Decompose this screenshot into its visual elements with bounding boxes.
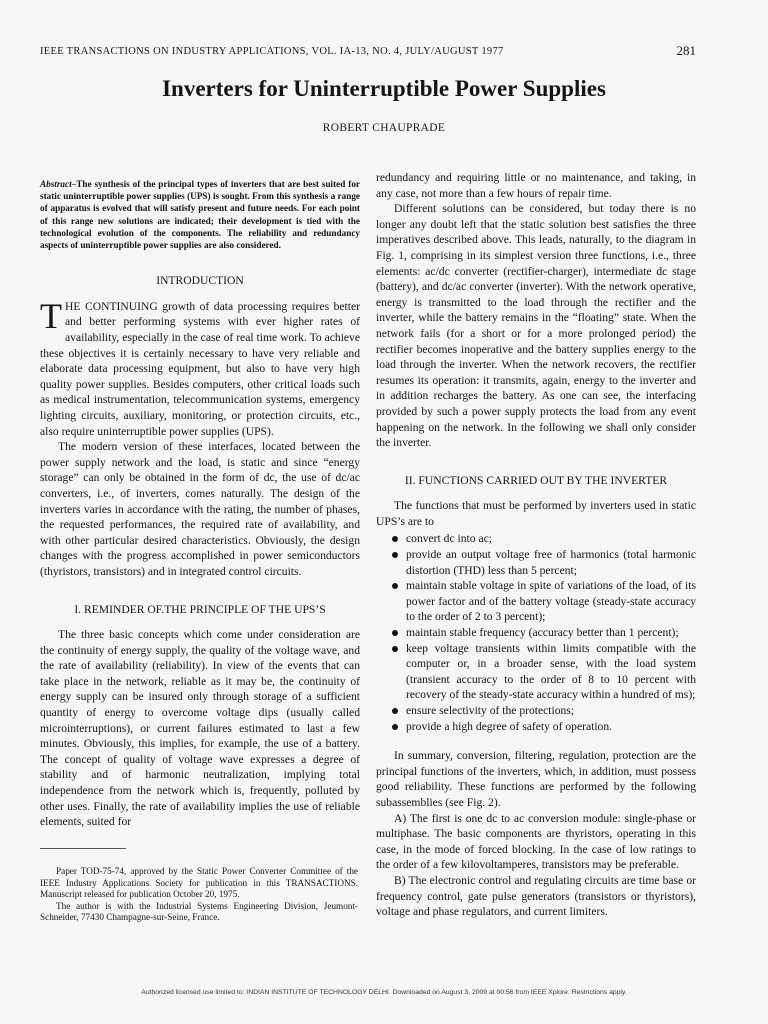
bullet-icon bbox=[392, 646, 398, 652]
section-2-summary-paragraph: In summary, conversion, filtering, regulation, protection are the principal functions of the inverters, which, in addition, must possess good reliability. These functions are performed by the following subassemblies (see Fig. 2). bbox=[376, 749, 696, 809]
list-item: convert dc into ac; bbox=[376, 531, 696, 547]
section-1-heading: I. REMINDER OF.THE PRINCIPLE OF THE UPS’S bbox=[74, 602, 326, 616]
abstract-text: The synthesis of the principal types of inverters that are best suited for static uninterruptible power supplies (UPS) is sought. From this synthesis a range of apparatus is evolved that will satisfy present and future needs. For each point of this range new solutions are indicated; their development is tied with the technological evolution of the components. The reliability and redundancy aspects of uninterruptible power supplies are also considered. bbox=[40, 179, 360, 251]
abstract-dash: – bbox=[71, 179, 77, 189]
list-item: provide an output voltage free of harmonics (total harmonic distortion (THD) less than 5 percent; bbox=[376, 547, 696, 578]
bullet-icon bbox=[392, 536, 398, 542]
right-column bbox=[376, 170, 696, 920]
page-number: 281 bbox=[676, 43, 696, 58]
function-list bbox=[376, 531, 696, 734]
introduction-heading: INTRODUCTION bbox=[156, 274, 244, 288]
section-2-heading: II. FUNCTIONS CARRIED OUT BY THE INVERTER bbox=[404, 473, 668, 487]
bullet-icon bbox=[392, 552, 398, 558]
bullet-icon bbox=[392, 724, 398, 730]
bullet-icon bbox=[392, 708, 398, 714]
license-notice: Authorized licensed use limited to: INDIAN INSTITUTE OF TECHNOLOGY DELHI. Downloaded on August 3, 2009 at 00:56 from IEEE Xplore. Restrictions apply. bbox=[141, 989, 627, 996]
running-header: IEEE TRANSACTIONS ON INDUSTRY APPLICATIONS, VOL. IA-13, NO. 4, JULY/AUGUST 1977 bbox=[40, 46, 504, 57]
section-1-paragraph-2: Different solutions can be considered, but today there is no longer any doubt left that the static solution best satisfies the three imperatives described above. This leads, naturally, to the diagram in Fig. 1, comprising in its simplest version three functions, i.e., three elements: ac/dc converter (rectifier-charger), intermediate dc stage (battery), and dc/ac converter (inverter). With the network operative, energy is transmitted to the load through the rectifier and the inverter, while the battery remains in the “floating” state. When the network fails (for a short or for a more prolonged period) the rectifier becomes inoperative and the battery supplies energy to the load through the inverter. When the network recovers, the rectifier resumes its operation: it transmits, again, energy to the inverter and in addition recharges the battery. As one can see, the interfacing provided by such a power supply protects the load from any event happening on the network. In the following we shall only consider the inverter. bbox=[376, 202, 696, 450]
list-item: keep voltage transients within limits compatible with the computer or, in a broader sense, with the load system (transient accuracy to the order of 8 to 10 percent with recovery of the steady-state accuracy within a hundred of ms); bbox=[376, 641, 696, 703]
section-2-intro: The functions that must be performed by inverters used in static UPS’s are to bbox=[376, 499, 696, 528]
abstract-label: Abstract bbox=[40, 179, 72, 189]
footnote-paper-info: Paper TOD-75-74, approved by the Static Power Converter Committee of the IEEE Industry Applications Society for publication in this TRANSACTIONS. Manuscript released for publication October 20, 1975. bbox=[40, 866, 358, 900]
drop-cap: T bbox=[40, 295, 62, 336]
list-item: maintain stable voltage in spite of variations of the load, of its power factor and of the battery voltage (steady-state accuracy to the order of 2 to 3 percent); bbox=[376, 578, 696, 625]
introduction-paragraph-2: The modern version of these interfaces, located between the power supply network and the load, is static and since “energy storage” can only be obtained in the form of dc, the use of dc/ac converters, i.e., of inverters, comes naturally. The design of the inverters varies in accordance with the rating, the number of phases, the requested performances, the required rate of availability, and with other particular desired characteristics. Obviously, the design changes with the progress accomplished in power semiconductors (thyristors, transistors) and in integrated control circuits. bbox=[40, 440, 360, 578]
list-item: maintain stable frequency (accuracy better than 1 percent); bbox=[376, 625, 696, 641]
section-1-paragraph-1: The three basic concepts which come under consideration are the continuity of energy supply, the quality of the voltage wave, and the rate of availability (reliability). In view of the events that can take place in the network, reliable as it may be, the continuity of energy supply can be insured only through storage of a sufficient quantity of energy to overcome voltage dips (usually called microinterruptions), or current failures estimated to last a few minutes. Obviously, this implies, for example, the use of a battery. The concept of quality of voltage wave expresses a degree of stability and of harmonic neutralization, implying total independence from the network which is, frequently, polluted by other uses. Finally, the rate of availability implies the use of reliable elements, suited for bbox=[40, 628, 360, 829]
list-item: provide a high degree of safety of operation. bbox=[376, 719, 696, 735]
author-name: ROBERT CHAUPRADE bbox=[322, 122, 446, 134]
section-1-paragraph-1-continued: redundancy and requiring little or no maintenance, and taking, in any case, not more than a few hours of repair time. bbox=[376, 171, 696, 200]
section-2-paragraph-a: A) The first is one dc to ac conversion module: single-phase or multiphase. The basic components are thyristors, operating in this case, in the mode of forced blocking. In the case of low ratings to the order of a few kilovoltamperes, transistors may be preferable. bbox=[376, 811, 696, 872]
footnote-author-affiliation: The author is with the Industrial Systems Engineering Division, Jeumont-Schneider, 77430 Champagne-sur-Seine, France. bbox=[40, 900, 358, 923]
list-item: ensure selectivity of the protections; bbox=[376, 703, 696, 719]
introduction-paragraph-1-text: HE CONTINUING growth of data processing requires better and better performing systems with ever higher rates of availability, especially in the case of real time work. To achieve these objectives it is certainly necessary to have very reliable and elaborate data processing equipment, but also to have very high quality power supplies. Besides computers, other critical loads such as medical instrumentation, telecommunication systems, emergency lighting circuits, auxiliary, monitoring, or protection circuits, etc., also require uninterruptible power supplies (UPS). bbox=[40, 299, 360, 438]
footnote-divider bbox=[40, 848, 126, 849]
bullet-icon bbox=[392, 630, 398, 636]
footnote bbox=[40, 866, 358, 924]
abstract bbox=[40, 178, 360, 251]
introduction-paragraph-1 bbox=[40, 295, 360, 439]
section-2-paragraph-b: B) The electronic control and regulating circuits are time base or frequency control, gate pulse generators (transistors or thyristors), voltage and phase regulators, and current limiters. bbox=[376, 873, 696, 919]
paper-title: Inverters for Uninterruptible Power Supplies bbox=[162, 76, 606, 101]
left-column bbox=[40, 170, 360, 830]
bullet-icon bbox=[392, 583, 398, 589]
